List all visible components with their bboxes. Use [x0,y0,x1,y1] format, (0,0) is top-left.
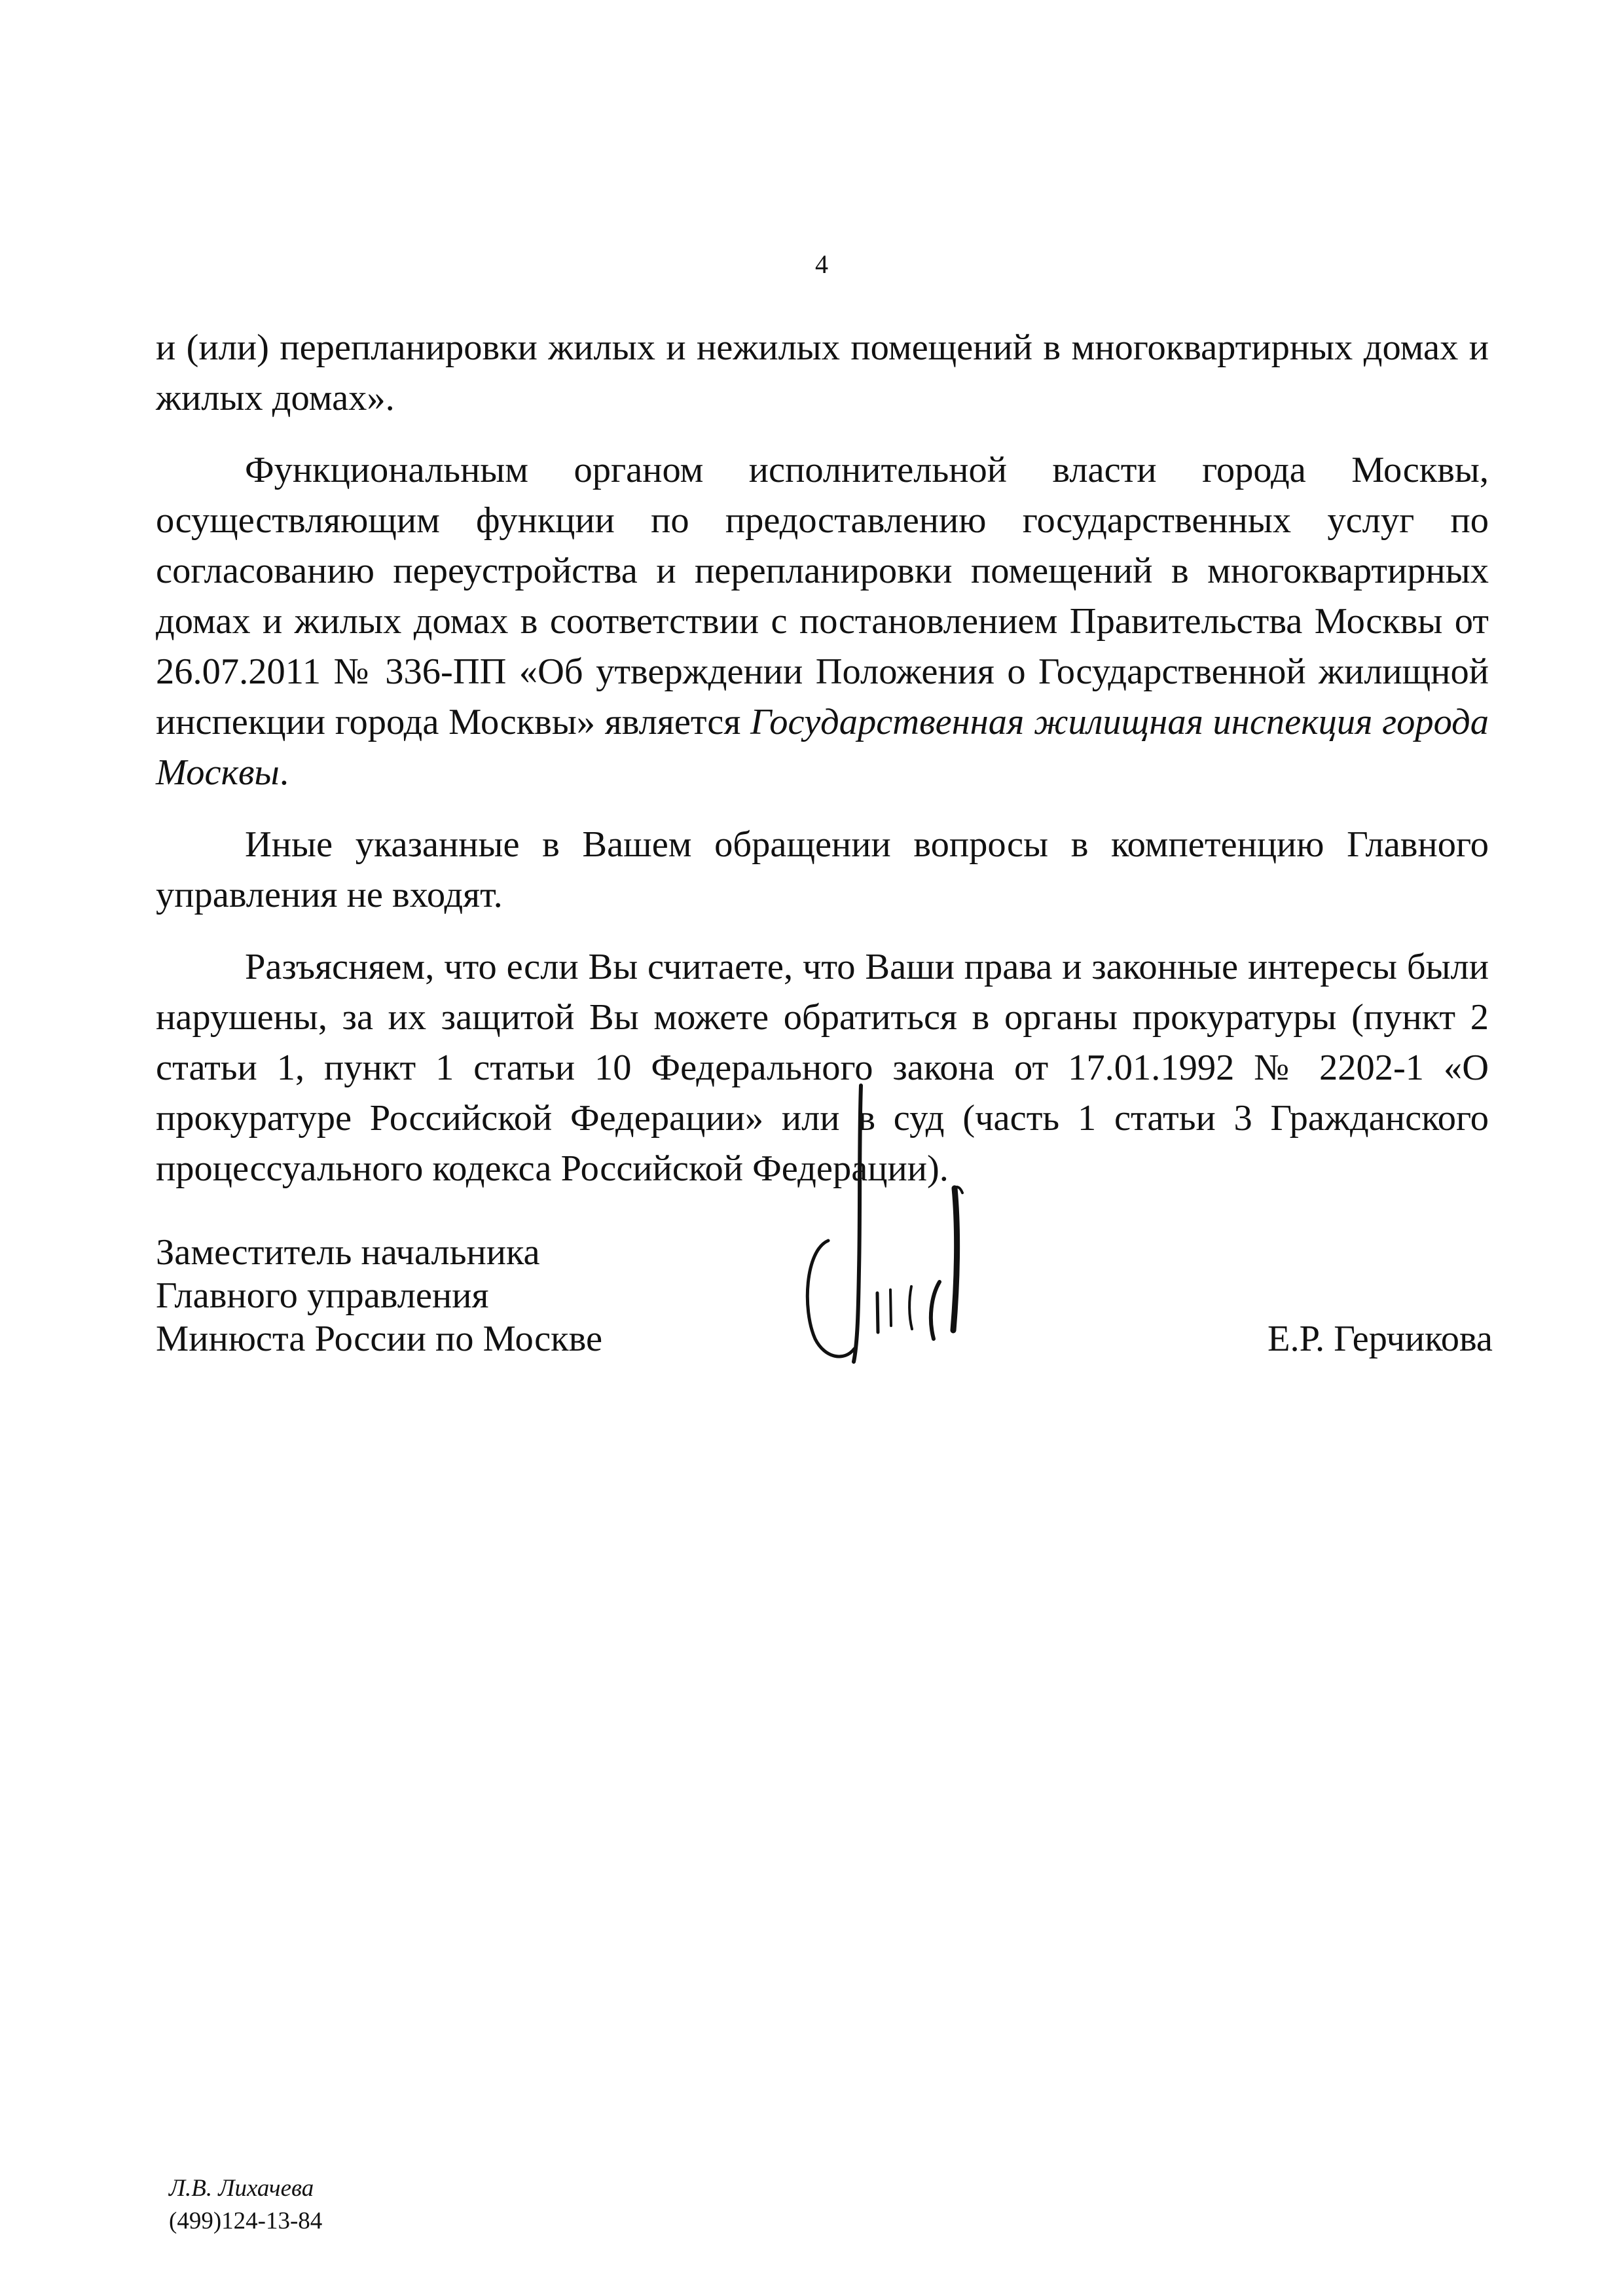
signer-name: Е.Р. Герчикова [1267,1319,1493,1359]
executor-phone: (499)124-13-84 [169,2208,323,2234]
signature-stroke [931,1282,939,1339]
paragraph-text: Иные указанные в Вашем обращении вопросы в компетенцию Главного управления не входят. [156,824,1489,915]
paragraph-text: и (или) перепланировки жилых и нежилых помещений в многоквартирных домах и жилых домах». [156,327,1489,418]
executor-name: Л.В. Лихачева [169,2175,314,2202]
signature-stroke [807,1241,854,1357]
signature-stroke [890,1290,891,1326]
paragraph-out-of-scope [156,820,1489,920]
paragraph-tail: . [279,752,289,793]
position-line: Главного управления [156,1275,489,1316]
signature-stroke [854,1085,861,1362]
signature-stroke [909,1286,912,1329]
signature-stroke [877,1293,878,1332]
authority-name: Государственная жилищная инспекция города Москвы [156,702,1489,793]
signature-stroke [953,1188,957,1330]
executor-info [169,2172,322,2238]
position-line: Минюста России по Москве [156,1319,603,1359]
handwritten-signature [799,1074,1048,1381]
position-line: Заместитель начальника [156,1232,540,1273]
paragraph-continuation [156,323,1489,424]
page-number: 4 [815,249,828,279]
signer-position [156,1231,602,1360]
paragraph-text: Разъясняем, что если Вы считаете, что Ваши права и законные интересы были нарушены, за их защитой Вы можете обратиться в органы прокуратуры (пункт 2 статьи 1, пункт 1 статьи 10 Федерального закона от 17.01.1992 № 2202-1 «О прокуратуре Российской Федерации» или в суд (часть 1 статьи 3 Гражданского процессуального кодекса Российской Федерации). [156,947,1489,1189]
paragraph-text: Функциональным органом исполнительной власти города Москвы, осуществляющим функции по предоставлению государственных услуг по согласованию переустройства и перепланировки помещений в многоквартирных домах и жилых домах в соответствии с постановлением Правительства Москвы от 26.07.2011 № 336-ПП «Об утверждении Положения о Государственной жилищной инспекции города Москвы» является [156,450,1489,742]
paragraph-functional-authority [156,445,1489,798]
